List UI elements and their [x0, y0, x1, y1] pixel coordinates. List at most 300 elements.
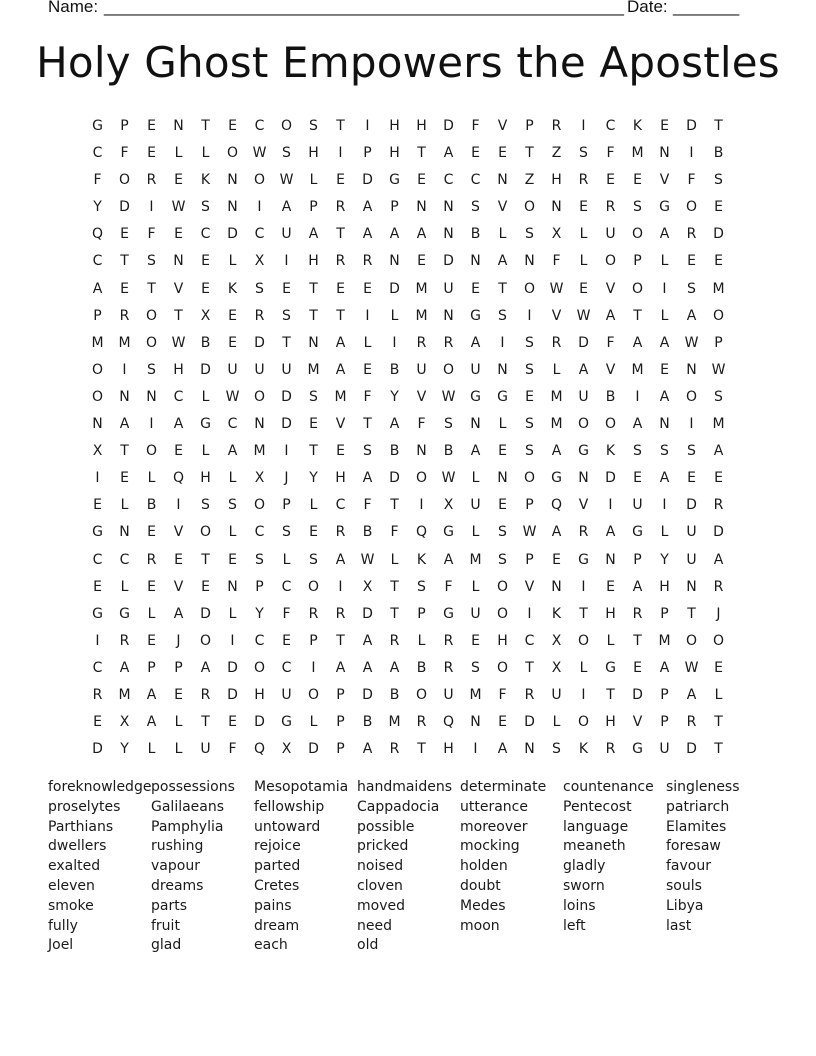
grid-letter[interactable]: A [146, 686, 157, 703]
grid-letter[interactable]: O [685, 199, 698, 216]
grid-letter[interactable]: A [389, 659, 400, 676]
grid-letter[interactable]: I [95, 632, 100, 649]
grid-letter[interactable]: R [335, 524, 346, 541]
grid-letter[interactable]: Y [390, 388, 399, 405]
grid-letter[interactable]: P [390, 199, 399, 216]
grid-letter[interactable]: K [605, 443, 616, 460]
grid-letter[interactable]: Z [524, 172, 535, 189]
grid-letter[interactable]: N [497, 172, 508, 189]
grid-letter[interactable]: U [686, 551, 697, 568]
grid-letter[interactable]: A [497, 741, 508, 758]
grid-letter[interactable]: H [389, 145, 400, 162]
grid-letter[interactable]: A [686, 307, 697, 324]
grid-letter[interactable]: X [92, 443, 103, 460]
grid-letter[interactable]: L [417, 632, 426, 649]
grid-letter[interactable]: V [524, 578, 535, 595]
grid-letter[interactable]: B [200, 334, 211, 351]
grid-letter[interactable]: L [120, 497, 129, 514]
grid-letter[interactable]: P [633, 551, 642, 568]
grid-letter[interactable]: E [660, 118, 669, 134]
grid-letter[interactable]: A [362, 470, 373, 487]
grid-letter[interactable]: L [147, 741, 156, 758]
grid-letter[interactable]: D [686, 118, 697, 134]
grid-letter[interactable]: J [284, 470, 289, 487]
grid-letter[interactable]: L [174, 714, 183, 731]
grid-letter[interactable]: O [253, 659, 266, 676]
grid-letter[interactable]: U [281, 226, 292, 243]
grid-letter[interactable]: O [631, 226, 644, 243]
grid-letter[interactable]: L [471, 470, 480, 487]
grid-letter[interactable]: E [282, 632, 291, 649]
grid-letter[interactable]: K [578, 741, 589, 758]
grid-letter[interactable]: N [605, 551, 616, 568]
grid-letter[interactable]: O [577, 416, 590, 433]
grid-letter[interactable]: W [360, 551, 375, 568]
grid-letter[interactable]: O [91, 388, 104, 405]
grid-letter[interactable]: X [119, 714, 130, 731]
grid-letter[interactable]: I [500, 334, 505, 351]
grid-letter[interactable]: L [120, 578, 129, 595]
grid-letter[interactable]: K [416, 551, 427, 568]
grid-letter[interactable]: R [443, 659, 454, 676]
grid-letter[interactable]: M [415, 307, 428, 324]
grid-letter[interactable]: G [92, 524, 103, 541]
grid-letter[interactable]: Y [255, 605, 264, 622]
grid-letter[interactable]: X [551, 226, 562, 243]
grid-letter[interactable]: D [200, 605, 211, 622]
grid-letter[interactable]: R [389, 741, 400, 758]
grid-letter[interactable]: P [417, 605, 426, 622]
grid-letter[interactable]: I [311, 659, 316, 676]
grid-letter[interactable]: L [228, 470, 237, 487]
grid-letter[interactable]: E [147, 632, 156, 649]
grid-letter[interactable]: M [91, 334, 104, 351]
grid-letter[interactable]: A [335, 334, 346, 351]
grid-letter[interactable]: D [281, 388, 292, 405]
grid-letter[interactable]: T [606, 686, 615, 703]
grid-letter[interactable]: Q [415, 524, 428, 541]
grid-letter[interactable]: A [551, 524, 562, 541]
grid-letter[interactable]: A [389, 226, 400, 243]
grid-letter[interactable]: Z [551, 145, 562, 162]
grid-letter[interactable]: I [689, 416, 694, 433]
grid-letter[interactable]: S [417, 578, 426, 595]
grid-letter[interactable]: H [173, 361, 184, 378]
grid-letter[interactable]: O [685, 388, 698, 405]
grid-letter[interactable]: W [441, 470, 456, 487]
grid-letter[interactable]: N [119, 524, 130, 541]
grid-letter[interactable]: E [120, 226, 129, 243]
grid-letter[interactable]: T [579, 605, 588, 622]
grid-letter[interactable]: L [579, 226, 588, 243]
grid-letter[interactable]: C [254, 118, 265, 134]
grid-letter[interactable]: U [605, 226, 616, 243]
grid-letter[interactable]: T [120, 443, 129, 460]
grid-letter[interactable]: I [122, 361, 127, 378]
grid-letter[interactable]: G [578, 443, 589, 460]
grid-letter[interactable]: S [147, 361, 156, 378]
grid-letter[interactable]: T [309, 443, 318, 460]
grid-letter[interactable]: F [120, 145, 129, 162]
grid-letter[interactable]: A [713, 443, 724, 460]
grid-letter[interactable]: D [254, 334, 265, 351]
grid-letter[interactable]: A [362, 226, 373, 243]
grid-letter[interactable]: D [389, 470, 400, 487]
grid-letter[interactable]: P [282, 497, 291, 514]
grid-letter[interactable]: A [173, 416, 184, 433]
grid-letter[interactable]: O [523, 199, 536, 216]
grid-letter[interactable]: R [92, 686, 103, 703]
grid-letter[interactable]: U [578, 388, 589, 405]
grid-letter[interactable]: K [227, 280, 238, 297]
grid-letter[interactable]: E [552, 551, 561, 568]
grid-letter[interactable]: T [498, 280, 507, 297]
grid-letter[interactable]: T [309, 280, 318, 297]
grid-letter[interactable]: A [416, 226, 427, 243]
grid-letter[interactable]: S [282, 145, 291, 162]
grid-letter[interactable]: C [173, 388, 184, 405]
grid-letter[interactable]: E [498, 145, 507, 162]
grid-letter[interactable]: V [578, 497, 589, 514]
grid-letter[interactable]: V [659, 172, 670, 189]
grid-letter[interactable]: O [253, 388, 266, 405]
grid-letter[interactable]: E [174, 172, 183, 189]
grid-letter[interactable]: F [606, 334, 615, 351]
grid-letter[interactable]: S [525, 226, 534, 243]
grid-letter[interactable]: A [605, 524, 616, 541]
grid-letter[interactable]: O [604, 253, 617, 270]
grid-letter[interactable]: R [578, 172, 589, 189]
grid-letter[interactable]: Q [550, 497, 563, 514]
grid-letter[interactable]: A [362, 632, 373, 649]
grid-letter[interactable]: O [145, 443, 158, 460]
grid-letter[interactable]: Y [660, 551, 669, 568]
grid-letter[interactable]: I [581, 686, 586, 703]
grid-letter[interactable]: L [390, 551, 399, 568]
grid-letter[interactable]: O [307, 686, 320, 703]
grid-letter[interactable]: N [443, 226, 454, 243]
grid-letter[interactable]: O [712, 632, 725, 649]
grid-letter[interactable]: G [119, 605, 130, 622]
grid-letter[interactable]: M [334, 388, 347, 405]
grid-letter[interactable]: D [605, 470, 616, 487]
grid-letter[interactable]: S [633, 199, 642, 216]
grid-letter[interactable]: F [498, 686, 507, 703]
grid-letter[interactable]: T [687, 605, 696, 622]
grid-letter[interactable]: S [444, 416, 453, 433]
grid-letter[interactable]: M [118, 686, 131, 703]
grid-letter[interactable]: N [497, 470, 508, 487]
grid-letter[interactable]: U [443, 280, 454, 297]
grid-letter[interactable]: T [282, 334, 291, 351]
grid-letter[interactable]: E [147, 578, 156, 595]
grid-letter[interactable]: R [200, 686, 211, 703]
grid-letter[interactable]: F [93, 172, 102, 189]
date-blank[interactable]: _______ [673, 0, 740, 16]
grid-letter[interactable]: I [635, 388, 640, 405]
grid-letter[interactable]: S [687, 443, 696, 460]
grid-letter[interactable]: T [714, 118, 723, 134]
grid-letter[interactable]: D [713, 226, 724, 243]
grid-letter[interactable]: E [417, 172, 426, 189]
grid-letter[interactable]: V [605, 280, 616, 297]
grid-letter[interactable]: V [497, 118, 508, 134]
grid-letter[interactable]: A [659, 470, 670, 487]
grid-letter[interactable]: S [255, 551, 264, 568]
grid-letter[interactable]: E [201, 253, 210, 270]
grid-letter[interactable]: R [335, 605, 346, 622]
grid-letter[interactable]: M [712, 280, 725, 297]
grid-letter[interactable]: D [200, 361, 211, 378]
grid-letter[interactable]: U [470, 497, 481, 514]
grid-letter[interactable]: L [660, 524, 669, 541]
grid-letter[interactable]: I [581, 578, 586, 595]
grid-letter[interactable]: E [633, 470, 642, 487]
grid-letter[interactable]: V [497, 199, 508, 216]
grid-letter[interactable]: E [714, 659, 723, 676]
grid-letter[interactable]: D [362, 686, 373, 703]
grid-letter[interactable]: V [551, 307, 562, 324]
grid-letter[interactable]: H [497, 632, 508, 649]
grid-letter[interactable]: W [279, 172, 294, 189]
grid-letter[interactable]: T [201, 551, 210, 568]
grid-letter[interactable]: G [443, 524, 454, 541]
grid-letter[interactable]: A [227, 443, 238, 460]
grid-letter[interactable]: S [633, 443, 642, 460]
grid-letter[interactable]: L [228, 605, 237, 622]
grid-letter[interactable]: C [254, 524, 265, 541]
grid-letter[interactable]: E [498, 443, 507, 460]
grid-letter[interactable]: A [632, 578, 643, 595]
grid-letter[interactable]: S [687, 280, 696, 297]
grid-letter[interactable]: I [365, 118, 370, 134]
grid-letter[interactable]: A [335, 659, 346, 676]
grid-letter[interactable]: S [201, 199, 210, 216]
grid-letter[interactable]: C [92, 551, 103, 568]
grid-letter[interactable]: D [362, 172, 373, 189]
grid-letter[interactable]: L [174, 741, 183, 758]
grid-letter[interactable]: S [552, 741, 561, 758]
grid-letter[interactable]: L [147, 470, 156, 487]
grid-letter[interactable]: T [201, 714, 210, 731]
grid-letter[interactable]: N [308, 334, 319, 351]
grid-letter[interactable]: E [93, 714, 102, 731]
grid-letter[interactable]: S [201, 497, 210, 514]
grid-letter[interactable]: T [336, 307, 345, 324]
grid-letter[interactable]: T [147, 280, 156, 297]
grid-letter[interactable]: W [225, 388, 240, 405]
grid-letter[interactable]: N [659, 416, 670, 433]
grid-letter[interactable]: X [254, 253, 265, 270]
grid-letter[interactable]: A [362, 741, 373, 758]
grid-letter[interactable]: R [416, 334, 427, 351]
grid-letter[interactable]: E [282, 280, 291, 297]
grid-letter[interactable]: V [632, 714, 643, 731]
grid-letter[interactable]: X [443, 497, 454, 514]
grid-letter[interactable]: H [443, 741, 454, 758]
grid-letter[interactable]: M [712, 416, 725, 433]
grid-letter[interactable]: A [578, 361, 589, 378]
grid-letter[interactable]: O [577, 632, 590, 649]
grid-letter[interactable]: L [201, 388, 210, 405]
grid-letter[interactable]: X [362, 578, 373, 595]
grid-letter[interactable]: G [578, 551, 589, 568]
grid-letter[interactable]: E [498, 497, 507, 514]
grid-letter[interactable]: N [227, 172, 238, 189]
grid-letter[interactable]: O [523, 280, 536, 297]
grid-letter[interactable]: L [147, 605, 156, 622]
grid-letter[interactable]: E [228, 551, 237, 568]
grid-letter[interactable]: H [605, 714, 616, 731]
grid-letter[interactable]: A [605, 307, 616, 324]
grid-letter[interactable]: G [389, 172, 400, 189]
grid-letter[interactable]: I [527, 605, 532, 622]
grid-letter[interactable]: E [228, 307, 237, 324]
grid-letter[interactable]: E [714, 470, 723, 487]
grid-letter[interactable]: R [119, 632, 130, 649]
grid-letter[interactable]: E [228, 334, 237, 351]
grid-letter[interactable]: B [389, 443, 400, 460]
grid-letter[interactable]: A [92, 280, 103, 297]
grid-letter[interactable]: P [336, 741, 345, 758]
grid-letter[interactable]: O [226, 145, 239, 162]
grid-letter[interactable]: T [633, 632, 642, 649]
grid-letter[interactable]: L [363, 334, 372, 351]
grid-letter[interactable]: F [417, 416, 426, 433]
grid-letter[interactable]: D [713, 524, 724, 541]
grid-letter[interactable]: S [498, 551, 507, 568]
grid-letter[interactable]: L [228, 253, 237, 270]
grid-letter[interactable]: R [632, 605, 643, 622]
grid-letter[interactable]: C [281, 578, 292, 595]
grid-letter[interactable]: N [578, 470, 589, 487]
grid-letter[interactable]: E [714, 253, 723, 270]
grid-letter[interactable]: R [443, 334, 454, 351]
grid-letter[interactable]: S [282, 524, 291, 541]
grid-letter[interactable]: E [336, 443, 345, 460]
grid-letter[interactable]: P [255, 578, 264, 595]
grid-letter[interactable]: R [713, 578, 724, 595]
grid-letter[interactable]: E [93, 497, 102, 514]
grid-letter[interactable]: O [523, 470, 536, 487]
grid-letter[interactable]: A [443, 551, 454, 568]
grid-letter[interactable]: E [120, 280, 129, 297]
grid-letter[interactable]: O [199, 632, 212, 649]
grid-letter[interactable]: L [309, 714, 318, 731]
grid-letter[interactable]: U [416, 361, 427, 378]
grid-letter[interactable]: E [147, 145, 156, 162]
grid-letter[interactable]: L [660, 253, 669, 270]
grid-letter[interactable]: E [471, 632, 480, 649]
grid-letter[interactable]: F [147, 226, 156, 243]
grid-letter[interactable]: A [632, 416, 643, 433]
grid-letter[interactable]: P [309, 632, 318, 649]
grid-letter[interactable]: D [389, 280, 400, 297]
grid-letter[interactable]: E [471, 145, 480, 162]
grid-letter[interactable]: T [417, 145, 426, 162]
grid-letter[interactable]: V [605, 361, 616, 378]
grid-letter[interactable]: O [442, 361, 455, 378]
grid-letter[interactable]: D [92, 741, 103, 758]
grid-letter[interactable]: C [92, 253, 103, 270]
grid-letter[interactable]: C [281, 659, 292, 676]
grid-letter[interactable]: T [174, 307, 183, 324]
grid-letter[interactable]: E [336, 172, 345, 189]
grid-letter[interactable]: L [498, 226, 507, 243]
grid-letter[interactable]: W [252, 145, 267, 162]
grid-letter[interactable]: M [469, 551, 482, 568]
grid-letter[interactable]: P [660, 714, 669, 731]
grid-letter[interactable]: A [200, 659, 211, 676]
grid-letter[interactable]: G [659, 199, 670, 216]
grid-letter[interactable]: S [714, 172, 723, 189]
grid-letter[interactable]: C [119, 551, 130, 568]
grid-letter[interactable]: R [146, 172, 157, 189]
grid-letter[interactable]: D [227, 659, 238, 676]
grid-letter[interactable]: P [633, 253, 642, 270]
grid-letter[interactable]: K [551, 605, 562, 622]
grid-letter[interactable]: R [551, 118, 562, 134]
grid-letter[interactable]: O [145, 307, 158, 324]
grid-letter[interactable]: T [120, 253, 129, 270]
grid-letter[interactable]: U [200, 741, 211, 758]
grid-letter[interactable]: H [605, 605, 616, 622]
grid-letter[interactable]: L [552, 714, 561, 731]
grid-letter[interactable]: M [658, 632, 671, 649]
grid-letter[interactable]: N [443, 199, 454, 216]
grid-letter[interactable]: I [527, 307, 532, 324]
grid-letter[interactable]: V [416, 388, 427, 405]
grid-letter[interactable]: E [633, 172, 642, 189]
grid-letter[interactable]: I [392, 334, 397, 351]
grid-letter[interactable]: I [149, 416, 154, 433]
grid-letter[interactable]: N [497, 361, 508, 378]
grid-letter[interactable]: R [254, 307, 265, 324]
grid-letter[interactable]: O [496, 659, 509, 676]
grid-letter[interactable]: W [711, 361, 726, 378]
grid-letter[interactable]: T [336, 632, 345, 649]
grid-letter[interactable]: N [524, 253, 535, 270]
grid-letter[interactable]: B [389, 686, 400, 703]
grid-letter[interactable]: L [390, 307, 399, 324]
grid-letter[interactable]: S [309, 551, 318, 568]
grid-letter[interactable]: B [605, 388, 616, 405]
grid-letter[interactable]: U [659, 741, 670, 758]
grid-letter[interactable]: R [335, 199, 346, 216]
grid-letter[interactable]: M [307, 361, 320, 378]
grid-letter[interactable]: W [522, 524, 537, 541]
grid-letter[interactable]: N [551, 199, 562, 216]
grid-letter[interactable]: D [686, 497, 697, 514]
grid-letter[interactable]: P [147, 659, 156, 676]
grid-letter[interactable]: E [714, 199, 723, 216]
grid-letter[interactable]: G [632, 524, 643, 541]
grid-letter[interactable]: U [632, 497, 643, 514]
grid-letter[interactable]: E [93, 578, 102, 595]
grid-letter[interactable]: R [605, 741, 616, 758]
grid-letter[interactable]: N [524, 741, 535, 758]
grid-letter[interactable]: E [228, 118, 237, 134]
grid-letter[interactable]: F [228, 741, 237, 758]
grid-letter[interactable]: E [606, 172, 615, 189]
grid-letter[interactable]: D [362, 605, 373, 622]
grid-letter[interactable]: N [470, 253, 481, 270]
grid-letter[interactable]: B [362, 714, 373, 731]
grid-letter[interactable]: N [686, 578, 697, 595]
grid-letter[interactable]: A [443, 145, 454, 162]
grid-letter[interactable]: E [660, 361, 669, 378]
grid-letter[interactable]: N [686, 361, 697, 378]
